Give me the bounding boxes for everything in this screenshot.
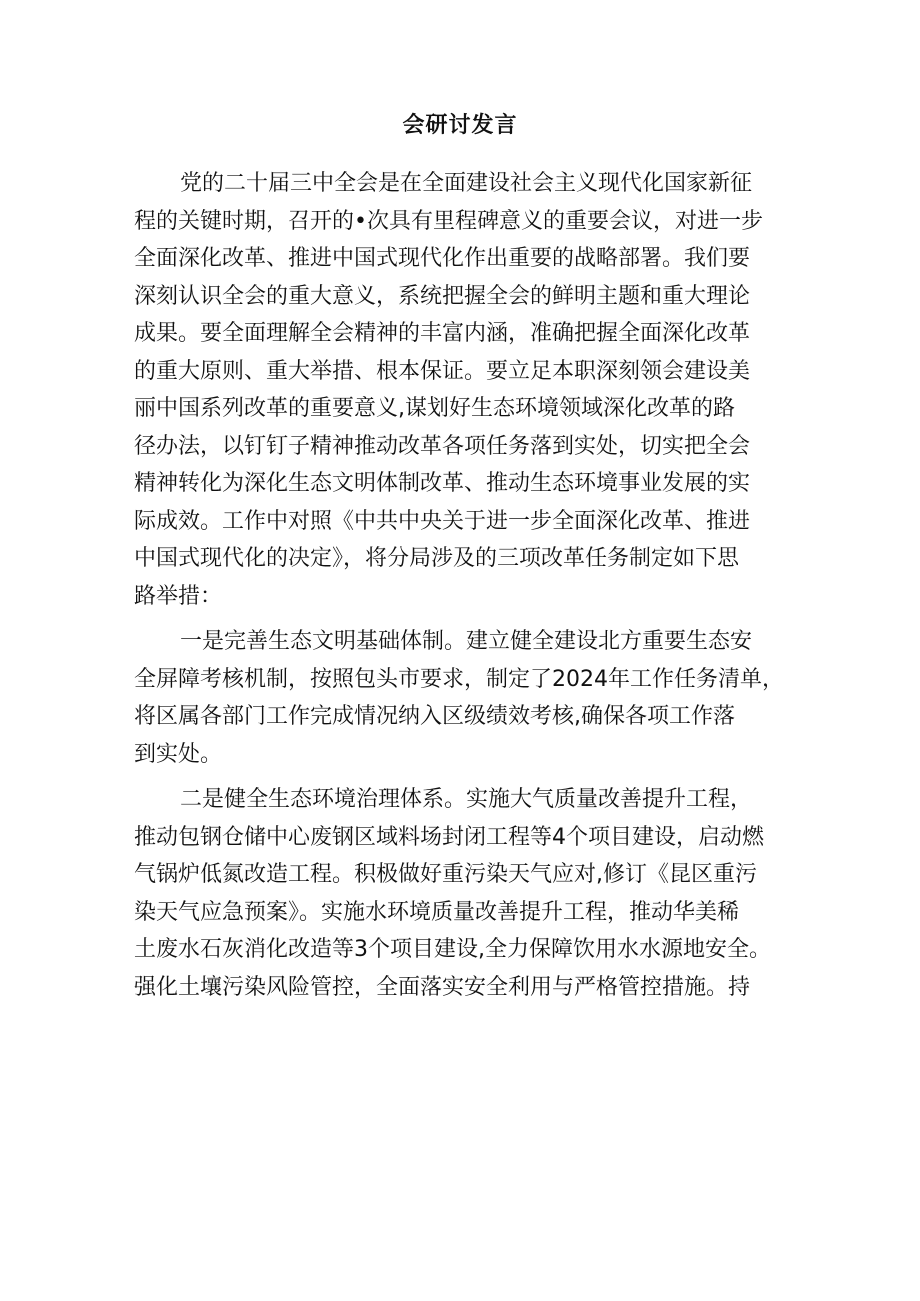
paragraph-line: 党的二十届三中全会是在全面建设社会主义现代化国家新征 (180, 171, 753, 196)
paragraph-line: 全屏障考核机制，按照包头市要求，制定了2024年工作任务清单， (134, 666, 784, 692)
paragraph-line: 中国式现代化的决定》，将分局涉及的三项改革任务制定如下思 (134, 546, 740, 571)
paragraph-line: 二是健全生态环境治理体系。实施大气质量改善提升工程， (180, 787, 753, 812)
paragraph-line: 到实处。 (134, 741, 223, 767)
paragraph-line: 精神转化为深化生态文明体制改革、推动生态环境事业发展的实 (134, 471, 751, 496)
paragraph-spacer (134, 615, 798, 623)
paragraph-line: 全面深化改革、推进中国式现代化作出重要的战略部署。我们要 (134, 246, 751, 271)
paragraph-line: 一是完善生态文明基础体制。建立健全建设北方重要生态安 (180, 629, 753, 654)
paragraph-item-two (134, 781, 798, 1006)
paragraph-line: 深刻认识全会的重大意义，系统把握全会的鲜明主题和重大理论 (134, 283, 751, 309)
paragraph-item-one (134, 623, 798, 773)
paragraph-intro (134, 165, 798, 615)
paragraph-line: 染天气应急预案》。实施水环境质量改善提升工程，推动华美稀 (134, 899, 740, 925)
paragraph-spacer (134, 773, 798, 781)
paragraph-line: 程的关键时期，召开的•次具有里程碑意义的重要会议，对进一步 (134, 208, 763, 234)
document-body (134, 165, 798, 1006)
paragraph-line: 将区属各部门工作完成情况纳入区级绩效考核,确保各项工作落 (134, 704, 735, 729)
paragraph-line: 土废水石灰消化改造等3个项目建设,全力保障饮用水水源地安全。 (134, 937, 771, 962)
paragraph-line: 气锅炉低氮改造工程。积极做好重污染天气应对,修订《昆区重污 (134, 862, 757, 887)
paragraph-line: 际成效。工作中对照《中共中央关于进一步全面深化改革、推进 (134, 508, 751, 534)
paragraph-line: 的重大原则、重大举措、根本保证。要立足本职深刻领会建设美 (134, 358, 751, 384)
paragraph-line: 成果。要全面理解全会精神的丰富内涵，准确把握全面深化改革 (134, 321, 751, 346)
paragraph-line: 路举措： (134, 583, 223, 609)
paragraph-line: 强化土壤污染风险管控，全面落实安全利用与严格管控措施。持 (134, 974, 751, 1000)
paragraph-line: 丽中国系列改革的重要意义,谋划好生态环境领域深化改革的路 (134, 396, 735, 421)
paragraph-line: 径办法，以钉钉子精神推动改革各项任务落到实处，切实把全会 (134, 433, 751, 459)
paragraph-line: 推动包钢仓储中心废钢区域料场封闭工程等4个项目建设，启动燃 (134, 824, 764, 850)
document-title: 会研讨发言 (402, 113, 518, 138)
